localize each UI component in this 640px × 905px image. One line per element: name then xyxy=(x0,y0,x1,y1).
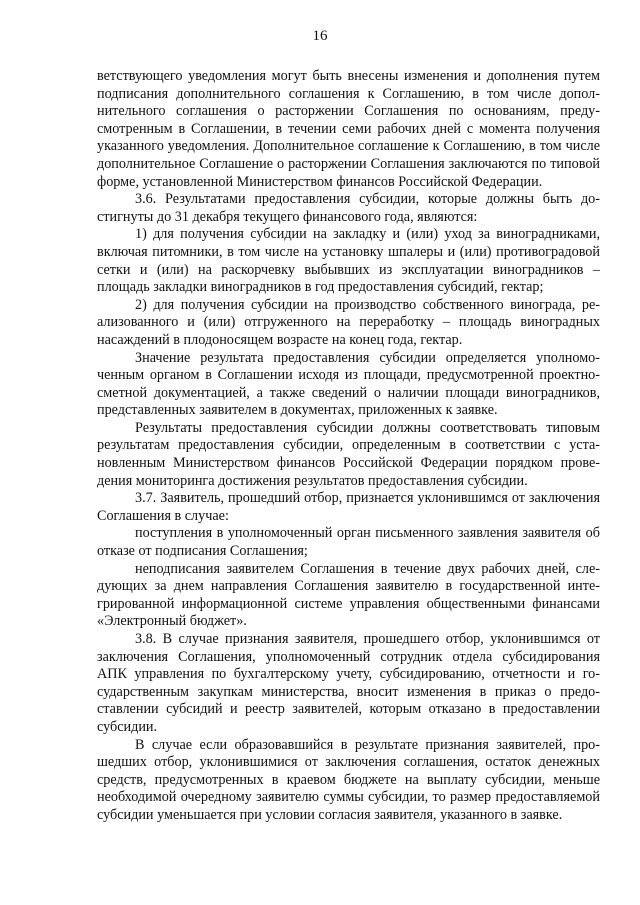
paragraph-3-6-item-1: 1) для получения субсидии на закладку и (или) уход за виноградниками, включая питомники, в том числе на установку шпалеры и (или) противоградовой сетки и (или) на раскорчевку выбывших из эксплуатации виноградников – площадь закладки виноградников в год предоставления субсидий, гектар; xyxy=(97,226,600,296)
paragraph-3-6-item-2: 2) для получения субсидии на производство собственного винограда, реализованного и (или) отгруженного на переработку – площадь виноградных насаждений в плодоносящем возрасте на конец года, гектар. xyxy=(97,296,600,348)
page-number: 16 xyxy=(312,28,328,44)
document-body xyxy=(97,68,600,825)
paragraph-3-8: 3.8. В случае признания заявителя, прошедшего отбор, уклонившимся от заключения Соглашения, уполномоченный сотрудник отдела субсидирования АПК управления по бухгалтерскому учету, субсидированию, отчетности и государственным закупкам министерства, вносит изменения в приказ о предоставлении субсидий и реестр заявителей, которым отказано в предоставлении субсидии. xyxy=(97,631,600,735)
paragraph-result-conformity: Результаты предоставления субсидии должны соответствовать типовым результатам предоставления субсидии, определенным в соответствии с установленным Министерством финансов Российской Федерации порядком проведения мониторинга достижения результатов предоставления субсидии. xyxy=(97,419,600,489)
paragraph-3-7-case-2: неподписания заявителем Соглашения в течение двух рабочих дней, следующих за днем направления Соглашения заявителю в государственной интегрированной информационной системе управления общественными финансами «Электронный бюджет». xyxy=(97,560,600,630)
paragraph-continuation: ветствующего уведомления могут быть внесены изменения и дополнения путем подписания дополнительного соглашения к Соглашению, в том числе дополнительного соглашения о расторжении Соглашения по основаниям, предусмотренным в Соглашении, в течении семи рабочих дней с момента получения указанного уведомления. Дополнительное соглашение к Соглашению, в том числе дополнительное Соглашение о расторжении Соглашения заключаются по типовой форме, установленной Министерством финансов Российской Федерации. xyxy=(97,68,600,190)
paragraph-3-7-case-1: поступления в уполномоченный орган письменного заявления заявителя об отказе от подписания Соглашения; xyxy=(97,525,600,560)
paragraph-remainder: В случае если образовавшийся в результате признания заявителей, прошедших отбор, уклонившимися от заключения соглашения, остаток денежных средств, предусмотренных в краевом бюджете на выплату субсидии, меньше необходимой очередному заявителю суммы субсидии, то размер предоставляемой субсидии уменьшается при условии согласия заявителя, указанного в заявке. xyxy=(97,736,600,823)
paragraph-3-6: 3.6. Результатами предоставления субсидии, которые должны быть достигнуты до 31 декабря текущего финансового года, являются: xyxy=(97,191,600,225)
paragraph-result-value: Значение результата предоставления субсидии определяется уполномоченным органом в Соглашении исходя из площади, предусмотренной проектно-сметной документацией, а также сведений о наличии площади виноградников, представленных заявителем в документах, приложенных к заявке. xyxy=(97,349,600,419)
paragraph-3-7: 3.7. Заявитель, прошедший отбор, признается уклонившимся от заключения Соглашения в случае: xyxy=(97,490,600,524)
